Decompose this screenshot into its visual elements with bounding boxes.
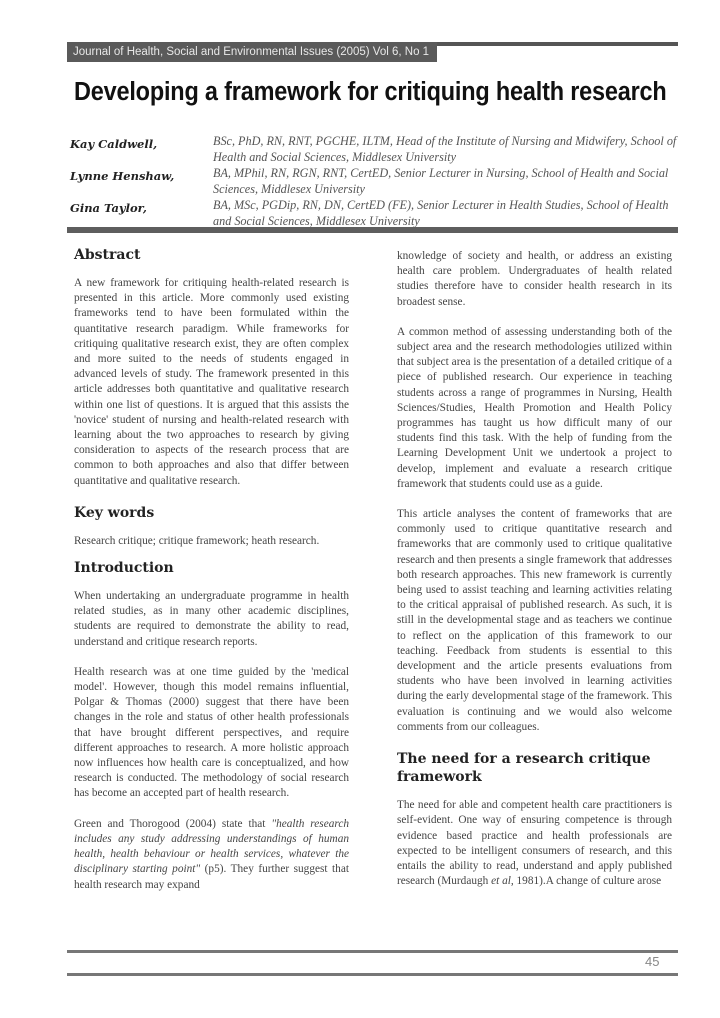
article-title: Developing a framework for critiquing health research	[74, 78, 667, 106]
abstract-heading: Abstract	[74, 247, 141, 263]
author-name: Lynne Henshaw,	[70, 169, 175, 183]
right-column	[397, 249, 672, 904]
intro-paragraph: A common method of assessing understanding both of the subject area and the research methodologies utilized within that subject area is the presentation of a detailed critique of a piece of published research. Our experience in teaching students across a range of programmes in Nursing, Health Sciences/Studies, Health Promotion and Health Policy programmes has taught us how difficult many of our students find this task. With the help of funding from the Learning Development Unit we undertook a project to develop, implement and evaluate a research critique framework that students could use as a guide.	[397, 325, 672, 490]
author-name: Kay Caldwell,	[70, 137, 158, 151]
intro-paragraph	[74, 817, 349, 893]
citation-italic: et al,	[491, 875, 514, 888]
need-heading: The need for a research critique framework	[397, 751, 651, 786]
section-divider	[67, 227, 678, 233]
author-name: Gina Taylor,	[70, 201, 147, 215]
author-entry	[70, 198, 680, 229]
author-credentials: BA, MSc, PGDip, RN, DN, CertED (FE), Senior Lecturer in Health Studies, School of Health and Social Sciences, Middlesex University	[213, 198, 669, 228]
left-column	[74, 246, 349, 908]
author-entry	[70, 166, 680, 197]
quotation: "health research includes any study addressing understandings of human health, health behaviour or health services, whatever the disciplinary starting point"	[74, 817, 349, 876]
keywords-text: Research critique; critique framework; heath research.	[74, 534, 320, 547]
paragraph-text: The need for able and competent health care practitioners is self-evident. One way of ensuring competence is through evidence based practice and health professionals are expected to be intelligent consumers of research, and this entails the ability to read, understand and apply published research (Murdaugh	[397, 799, 672, 888]
footer-rule-bottom	[67, 973, 678, 976]
paragraph-text: (p5). They further suggest that health research may expand	[74, 863, 349, 891]
need-paragraph	[397, 798, 672, 889]
footer-rule-top	[67, 950, 678, 953]
author-entry	[70, 134, 680, 165]
author-list	[70, 134, 680, 230]
keywords-heading: Key words	[74, 504, 155, 521]
paragraph-text: Green and Thorogood (2004) state that	[74, 817, 272, 830]
intro-paragraph: Health research was at one time guided by the 'medical model'. However, though this model remains influential, Polgar & Thomas (2000) suggest that there have been changes in the role and status of other health professionals that have brought different perspectives, and require different approaches to research. A more holistic approach now influences how health care is conceptualized, and how research is conducted. The methodology of social research has become an accepted part of health research.	[74, 665, 349, 800]
author-credentials: BSc, PhD, RN, RNT, PGCHE, ILTM, Head of the Institute of Nursing and Midwifery, School of Health and Social Sciences, Middlesex University	[213, 134, 677, 164]
abstract-text: A new framework for critiquing health-related research is presented in this article. More commonly used existing frameworks tend to have been formulated within the quantitative research paradigm. While frameworks for critiquing qualitative research exist, they are often complex and more suited to the needs of students engaged in advanced levels of study. The framework presented in this article addresses both quantitative and qualitative research within one list of questions. It is argued that this assists the 'novice' student of nursing and health-related research with learning about the two approaches to research by giving consideration to aspects of the research process that are common to both approaches and also that differ between quantitative and qualitative research.	[74, 277, 349, 487]
paragraph-text: 1981).A change of culture arose	[513, 875, 662, 888]
journal-citation: Journal of Health, Social and Environmental Issues (2005) Vol 6, No 1	[67, 42, 437, 62]
intro-paragraph: This article analyses the content of frameworks that are commonly used to critique quantitative research and frameworks that are commonly used to critique qualitative research and then presents a single framework that addresses both research approaches. This new framework is currently being used to assist teaching and learning activities relating to the critical appraisal of published research. As such, it is still in the developmental stage and as teachers we continue to reflect on the application of this framework to our teaching. Feedback from students is essential to this development and the article presents evaluations from students who have been involved in learning activities during the early developmental stage of the framework. This evaluation is continuing and we would also welcome comments from our colleagues.	[397, 508, 672, 733]
author-credentials: BA, MPhil, RN, RGN, RNT, CertED, Senior Lecturer in Nursing, School of Health and Social Sciences, Middlesex University	[213, 166, 669, 196]
intro-paragraph: knowledge of society and health, or address an existing health care problem. Undergraduates of health related studies therefore have to consider health research in its broadest sense.	[397, 250, 672, 308]
page-number: 45	[645, 954, 660, 969]
introduction-heading: Introduction	[74, 560, 174, 577]
intro-paragraph: When undertaking an undergraduate programme in health related studies, as in many other academic disciplines, students are required to demonstrate the ability to read, understand and critique research reports.	[74, 590, 349, 648]
